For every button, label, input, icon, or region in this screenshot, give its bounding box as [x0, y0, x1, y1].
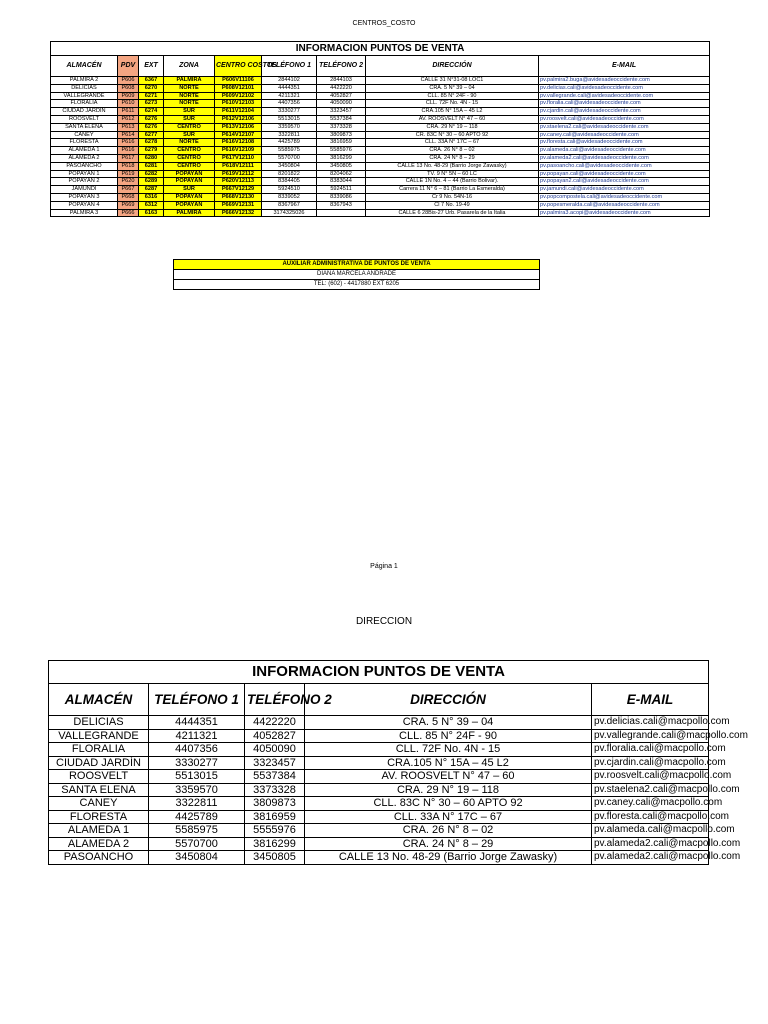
- table-cell: CIUDAD JARDÍN: [49, 756, 149, 770]
- table-cell: AV. ROOSVELT N° 47 – 60: [366, 115, 539, 123]
- table-cell: ALAMEDA 2: [51, 154, 118, 162]
- table-cell: P617: [118, 154, 139, 162]
- table-row: [51, 162, 710, 170]
- table-cell: P609: [118, 92, 139, 100]
- table-cell: POPAYÁN: [164, 193, 215, 201]
- table-cell: CALLE 1N No. 4 – 44 (Barrio Bolivar).: [366, 178, 539, 186]
- table-cell: 4050090: [245, 743, 305, 757]
- column-header: DIRECCIÓN: [366, 56, 539, 77]
- email-link[interactable]: pv.alameda.cali@avidesadeoccidente.com: [539, 147, 710, 155]
- table-cell: CENTRO: [164, 162, 215, 170]
- table-cell: 5537384: [317, 115, 366, 123]
- table-row: [51, 147, 710, 155]
- table-cell: PASOANCHO: [49, 851, 149, 865]
- table-cell: 3450805: [317, 162, 366, 170]
- table-cell: 6278: [139, 139, 164, 147]
- table-cell: P608: [118, 84, 139, 92]
- table-cell: POPAYÁN 3: [51, 193, 118, 201]
- column-header: E-MAIL: [592, 684, 709, 716]
- table-cell: 4425789: [149, 810, 245, 824]
- table-cell: 6287: [139, 186, 164, 194]
- table-cell: 3373328: [245, 783, 305, 797]
- table-cell: 6367: [139, 77, 164, 85]
- table-row: [49, 810, 709, 824]
- table-row: [51, 186, 710, 194]
- table-cell: 4052827: [245, 729, 305, 743]
- table-cell: 6277: [139, 131, 164, 139]
- points-of-sale-table-2: [48, 660, 748, 865]
- table-cell: 3450804: [262, 162, 317, 170]
- table-cell: 3330277: [262, 108, 317, 116]
- table-cell: P667V12129: [215, 186, 262, 194]
- table-cell: 5585975: [149, 824, 245, 838]
- table-cell: 6271: [139, 92, 164, 100]
- table-cell: 6276: [139, 115, 164, 123]
- table-cell: 3323457: [317, 108, 366, 116]
- table-cell: POPAYÁN 1: [51, 170, 118, 178]
- table-cell: PALMIRA 3: [51, 209, 118, 217]
- table-cell: JAMUNDÍ: [51, 186, 118, 194]
- table-row: [51, 178, 710, 186]
- table-cell: 6281: [139, 162, 164, 170]
- table-cell: 6280: [139, 154, 164, 162]
- table-cell: 8367943: [317, 201, 366, 209]
- table-cell: 6270: [139, 84, 164, 92]
- table-cell: CRA. 5 N° 39 – 04: [305, 716, 592, 730]
- table-row: [51, 123, 710, 131]
- table-cell: 8339052: [262, 193, 317, 201]
- column-header: CENTRO COSTOS: [215, 56, 262, 77]
- table-cell: 8204062: [317, 170, 366, 178]
- table-cell: ALAMEDA 1: [51, 147, 118, 155]
- table-cell: CALLE 13 No. 48-29 (Barrio Jorge Zawasky): [366, 162, 539, 170]
- table-cell: POPAYÁN 2: [51, 178, 118, 186]
- table-cell: CRA. 5 N° 39 – 04: [366, 84, 539, 92]
- email-link[interactable]: pv.popayan.cali@avidesadeoccidente.com: [539, 170, 710, 178]
- table-row: [49, 851, 709, 865]
- table-cell: CLL. 83C N° 30 – 60 APTO 92: [305, 797, 592, 811]
- table-cell: 6274: [139, 108, 164, 116]
- table-cell: SANTA ELENA: [49, 783, 149, 797]
- table-cell: FLORESTA: [51, 139, 118, 147]
- table-row: [49, 770, 709, 784]
- table-cell: 3373328: [317, 123, 366, 131]
- table-cell: 8383044: [317, 178, 366, 186]
- table-cell: P616: [118, 139, 139, 147]
- table-cell: Cl 7 No. 19-49: [366, 201, 539, 209]
- table-cell: POPAYÁN: [164, 201, 215, 209]
- email-link[interactable]: pv.alameda2.cali@macpollo.com: [592, 837, 709, 851]
- table-cell: CRA. 29 N° 19 – 118: [305, 783, 592, 797]
- table-cell: CRA. 26 N° 8 – 02: [366, 147, 539, 155]
- table-cell: PALMIRA 2: [51, 77, 118, 85]
- page-number: Página 1: [370, 563, 398, 570]
- table-cell: P666V12132: [215, 209, 262, 217]
- table-cell: 6273: [139, 100, 164, 108]
- email-link[interactable]: pv.floresta.cali@macpollo.com: [592, 810, 709, 824]
- table-row: [51, 201, 710, 209]
- table-cell: DELICIAS: [49, 716, 149, 730]
- table-cell: 3450804: [149, 851, 245, 865]
- table-row: [49, 716, 709, 730]
- email-link[interactable]: pv.caney.cali@macpollo.com: [592, 797, 709, 811]
- email-link[interactable]: pv.palmira2.buga@avidesadeoccidente.com: [539, 77, 710, 85]
- aux-title: AUXILIAR ADMINISTRATIVA DE PUNTOS DE VENTA: [174, 260, 540, 270]
- table-row: [51, 108, 710, 116]
- table-cell: CLL. 85 N° 24F - 90: [366, 92, 539, 100]
- table-cell: CRA. 24 N° 8 – 29: [305, 837, 592, 851]
- table-cell: P611V12104: [215, 108, 262, 116]
- email-link[interactable]: pv.alameda2.cali@avidesadeoccidente.com: [539, 154, 710, 162]
- table-row: [51, 115, 710, 123]
- table-cell: 4444351: [149, 716, 245, 730]
- table-cell: 4422220: [317, 84, 366, 92]
- table-cell: TV. 9 N° 5N – 60 LC: [366, 170, 539, 178]
- aux-phone: TEL: (602) - 4417880 EXT 6205: [174, 280, 540, 290]
- table-cell: 3322811: [262, 131, 317, 139]
- table-cell: 6312: [139, 201, 164, 209]
- table-cell: P620V12113: [215, 178, 262, 186]
- table-cell: NORTE: [164, 139, 215, 147]
- table-cell: 5585976: [317, 147, 366, 155]
- table-cell: 3322811: [149, 797, 245, 811]
- table-cell: 4211321: [262, 92, 317, 100]
- email-link[interactable]: pv.floralia.cali@macpollo.com: [592, 743, 709, 757]
- table-cell: 5570700: [149, 837, 245, 851]
- table-cell: P610V12103: [215, 100, 262, 108]
- column-header: TELÉFONO 1: [149, 684, 245, 716]
- table-cell: ALAMEDA 2: [49, 837, 149, 851]
- table-cell: P667: [118, 186, 139, 194]
- table-cell: P613V12106: [215, 123, 262, 131]
- table-cell: 2844103: [317, 77, 366, 85]
- table-cell: CLL. 33A N° 17C – 67: [366, 139, 539, 147]
- table-row: [51, 154, 710, 162]
- table-cell: NORTE: [164, 92, 215, 100]
- email-link[interactable]: pv.cjardin.cali@macpollo.com: [592, 756, 709, 770]
- table-cell: CLL. 72F No. 4N - 15: [305, 743, 592, 757]
- email-link[interactable]: pv.vallegrande.cali@macpollo.com: [592, 729, 709, 743]
- table-cell: P666: [118, 209, 139, 217]
- table-row: [49, 783, 709, 797]
- table-cell: 6289: [139, 178, 164, 186]
- table-row: [49, 756, 709, 770]
- table-cell: P620: [118, 178, 139, 186]
- table-cell: P616V12108: [215, 139, 262, 147]
- table-cell: 5513015: [262, 115, 317, 123]
- table-cell: 3816299: [245, 837, 305, 851]
- table-cell: 3359570: [149, 783, 245, 797]
- table-cell: SUR: [164, 131, 215, 139]
- table-cell: 6282: [139, 170, 164, 178]
- table-row: [49, 743, 709, 757]
- column-header: ZONA: [164, 56, 215, 77]
- page2-header: DIRECCION: [355, 616, 413, 627]
- table-cell: CALLE 6 28Bis-27 Urb. Pasarela de la Italia: [366, 209, 539, 217]
- table-cell: NORTE: [164, 100, 215, 108]
- table-cell: 4422220: [245, 716, 305, 730]
- table-cell: 5924510: [262, 186, 317, 194]
- table-row: [51, 100, 710, 108]
- table-cell: SUR: [164, 108, 215, 116]
- table-cell: Carrera 11 N° 6 – 81 (Barrio La Esmeralda): [366, 186, 539, 194]
- table-cell: 3809873: [317, 131, 366, 139]
- table-cell: CALLE 31 N°31-08 LOC1: [366, 77, 539, 85]
- table-cell: 6276: [139, 123, 164, 131]
- email-link[interactable]: pv.jamundi.cali@avidesadeoccidente.com: [539, 186, 710, 194]
- table-cell: ALAMEDA 1: [49, 824, 149, 838]
- table-cell: 4050090: [317, 100, 366, 108]
- aux-name: DIANA MARCELA ANDRADE: [174, 270, 540, 280]
- table-cell: 3330277: [149, 756, 245, 770]
- table-cell: 4407356: [262, 100, 317, 108]
- email-link[interactable]: pv.delicias.cali@macpollo.com: [592, 716, 709, 730]
- table-cell: ROOSVELT: [49, 770, 149, 784]
- table-cell: CLL. 72F No. 4N - 15: [366, 100, 539, 108]
- table-cell: P617V12110: [215, 154, 262, 162]
- table-cell: 3450805: [245, 851, 305, 865]
- table-cell: Cr 9 No. 54N-16: [366, 193, 539, 201]
- table-cell: CANEY: [49, 797, 149, 811]
- column-header: ALMACÉN: [51, 56, 118, 77]
- table-cell: POPAYÁN: [164, 170, 215, 178]
- column-header: E-MAIL: [539, 56, 710, 77]
- table-row: [51, 170, 710, 178]
- table-cell: P612V12106: [215, 115, 262, 123]
- email-link[interactable]: pv.delicias.cali@avidesadeoccidente.com: [539, 84, 710, 92]
- table-cell: P610: [118, 100, 139, 108]
- column-header: PDV: [118, 56, 139, 77]
- table-cell: P611: [118, 108, 139, 116]
- table-cell: 5555976: [245, 824, 305, 838]
- table-cell: VALLEGRANDE: [49, 729, 149, 743]
- table-cell: 4425789: [262, 139, 317, 147]
- email-link[interactable]: pv.alameda.cali@macpollo.com: [592, 824, 709, 838]
- table-cell: P668V12130: [215, 193, 262, 201]
- table-cell: 8339086: [317, 193, 366, 201]
- table-cell: 8367967: [262, 201, 317, 209]
- table-cell: POPAYÁN 4: [51, 201, 118, 209]
- table-cell: 3816299: [317, 154, 366, 162]
- table-cell: 8384405: [262, 178, 317, 186]
- table-cell: 3174325026: [262, 209, 317, 217]
- table-cell: P612: [118, 115, 139, 123]
- table-row: [51, 193, 710, 201]
- table-row: [49, 837, 709, 851]
- table-cell: P606V11106: [215, 77, 262, 85]
- table-cell: P608V12101: [215, 84, 262, 92]
- table-cell: FLORALIA: [49, 743, 149, 757]
- table-cell: CENTRO: [164, 123, 215, 131]
- column-header: TELÉFONO 2: [317, 56, 366, 77]
- table-cell: CANEY: [51, 131, 118, 139]
- table-cell: CIUDAD JARDÍN: [51, 108, 118, 116]
- table-cell: P619: [118, 170, 139, 178]
- table-cell: CLL. 85 N° 24F - 90: [305, 729, 592, 743]
- table-cell: 3323457: [245, 756, 305, 770]
- table-cell: CRA.105 N° 15A – 45 L2: [305, 756, 592, 770]
- table-cell: NORTE: [164, 84, 215, 92]
- table-cell: 8201822: [262, 170, 317, 178]
- table-cell: 5537384: [245, 770, 305, 784]
- column-header: ALMACÉN: [49, 684, 149, 716]
- table-cell: CALLE 13 No. 48-29 (Barrio Jorge Zawasky): [305, 851, 592, 865]
- table-cell: P616: [118, 147, 139, 155]
- table-cell: P669V12131: [215, 201, 262, 209]
- table-cell: 3816959: [245, 810, 305, 824]
- email-link[interactable]: pv.palmira3.acopi@avidesadeoccidente.com: [539, 209, 710, 217]
- table-cell: VALLEGRANDE: [51, 92, 118, 100]
- table-cell: P618: [118, 162, 139, 170]
- email-link[interactable]: pv.staelena2.cali@macpollo.com: [592, 783, 709, 797]
- email-link[interactable]: pv.floresta.cali@avidesadeoccidente.com: [539, 139, 710, 147]
- table-cell: 4052827: [317, 92, 366, 100]
- table-cell: 5570700: [262, 154, 317, 162]
- table-cell: SUR: [164, 115, 215, 123]
- table-cell: CENTRO: [164, 147, 215, 155]
- table-cell: P668: [118, 193, 139, 201]
- email-link[interactable]: pv.popesmeralda.cali@avidesadeoccidente.com: [539, 201, 710, 209]
- table-cell: DELICIAS: [51, 84, 118, 92]
- table-cell: 5513015: [149, 770, 245, 784]
- table-cell: PASOANCHO: [51, 162, 118, 170]
- table-row: [49, 729, 709, 743]
- table-row: [49, 797, 709, 811]
- table-row: [51, 139, 710, 147]
- column-header: EXT: [139, 56, 164, 77]
- table-cell: P669: [118, 201, 139, 209]
- table-row: [51, 92, 710, 100]
- table-cell: 3809873: [245, 797, 305, 811]
- email-link[interactable]: pv.staelena2.cali@avidesadeoccidente.com: [539, 123, 710, 131]
- table-row: [51, 77, 710, 85]
- table-cell: SUR: [164, 186, 215, 194]
- table-cell: AV. ROOSVELT N° 47 – 60: [305, 770, 592, 784]
- table-cell: POPAYÁN: [164, 178, 215, 186]
- email-link[interactable]: pv.vallegrande.cali@avidesadeoccidente.com: [539, 92, 710, 100]
- column-header: TELÉFONO 2: [245, 684, 305, 716]
- table-cell: CRA. 26 N° 8 – 02: [305, 824, 592, 838]
- column-header: TELÉFONO 1: [262, 56, 317, 77]
- email-link[interactable]: pv.alameda2.cali@macpollo.com: [592, 851, 709, 865]
- table-cell: 5924511: [317, 186, 366, 194]
- table-cell: 2844102: [262, 77, 317, 85]
- table-cell: CLL. 33A N° 17C – 67: [305, 810, 592, 824]
- table-row: [49, 824, 709, 838]
- table-cell: 6163: [139, 209, 164, 217]
- table-cell: P616V12109: [215, 147, 262, 155]
- email-link[interactable]: pv.popcompostela.cali@avidesadeoccidente.com: [539, 193, 710, 201]
- table-cell: 6316: [139, 193, 164, 201]
- table-cell: 4444351: [262, 84, 317, 92]
- table-row: [51, 209, 710, 217]
- table-cell: CRA.105 N° 15A – 45 L2: [366, 108, 539, 116]
- table-row: [51, 84, 710, 92]
- table-cell: 4211321: [149, 729, 245, 743]
- email-link[interactable]: pv.caney.cali@avidesadeoccidente.com: [539, 131, 710, 139]
- table-row: [51, 131, 710, 139]
- table-cell: P614: [118, 131, 139, 139]
- table-cell: 6279: [139, 147, 164, 155]
- email-link[interactable]: pv.floralia.cali@avidesadeoccidente.com: [539, 100, 710, 108]
- table-title: INFORMACION PUNTOS DE VENTA: [51, 42, 710, 56]
- table-cell: P606: [118, 77, 139, 85]
- email-link[interactable]: pv.roosvelt.cali@macpollo.com: [592, 770, 709, 784]
- table-cell: 4407356: [149, 743, 245, 757]
- email-link[interactable]: pv.roosvelt.cali@avidesadeoccidente.com: [539, 115, 710, 123]
- email-link[interactable]: pv.cjardin.cali@avidesadeoccidente.com: [539, 108, 710, 116]
- table-cell: CRA. 24 N° 8 – 29: [366, 154, 539, 162]
- table-cell: P613: [118, 123, 139, 131]
- table-cell: P618V12111: [215, 162, 262, 170]
- table-cell: P619V12112: [215, 170, 262, 178]
- table-cell: CENTRO: [164, 154, 215, 162]
- table-cell: [317, 209, 366, 217]
- table-cell: CR. 83C N° 30 – 60 APTO 92: [366, 131, 539, 139]
- table-cell: 3816959: [317, 139, 366, 147]
- table-cell: ROOSVELT: [51, 115, 118, 123]
- points-of-sale-table: [50, 41, 710, 217]
- email-link[interactable]: pv.pasoancho.cali@avidesadeoccidente.com: [539, 162, 710, 170]
- table-cell: P609V12102: [215, 92, 262, 100]
- aux-contact-box: [173, 259, 540, 290]
- table-cell: P614V12107: [215, 131, 262, 139]
- table-cell: PALMIRA: [164, 209, 215, 217]
- table-cell: 3359570: [262, 123, 317, 131]
- table-cell: SANTA ELENA: [51, 123, 118, 131]
- table-cell: PALMIRA: [164, 77, 215, 85]
- column-header: DIRECCIÓN: [305, 684, 592, 716]
- table-cell: FLORESTA: [49, 810, 149, 824]
- table-title-2: INFORMACION PUNTOS DE VENTA: [49, 661, 709, 684]
- page1-header: CENTROS_COSTO: [352, 20, 416, 27]
- email-link[interactable]: pv.popayan2.cali@avidesadeoccidente.com: [539, 178, 710, 186]
- table-cell: CRA. 29 N° 19 – 118: [366, 123, 539, 131]
- table-cell: 5585975: [262, 147, 317, 155]
- table-cell: FLORALIA: [51, 100, 118, 108]
